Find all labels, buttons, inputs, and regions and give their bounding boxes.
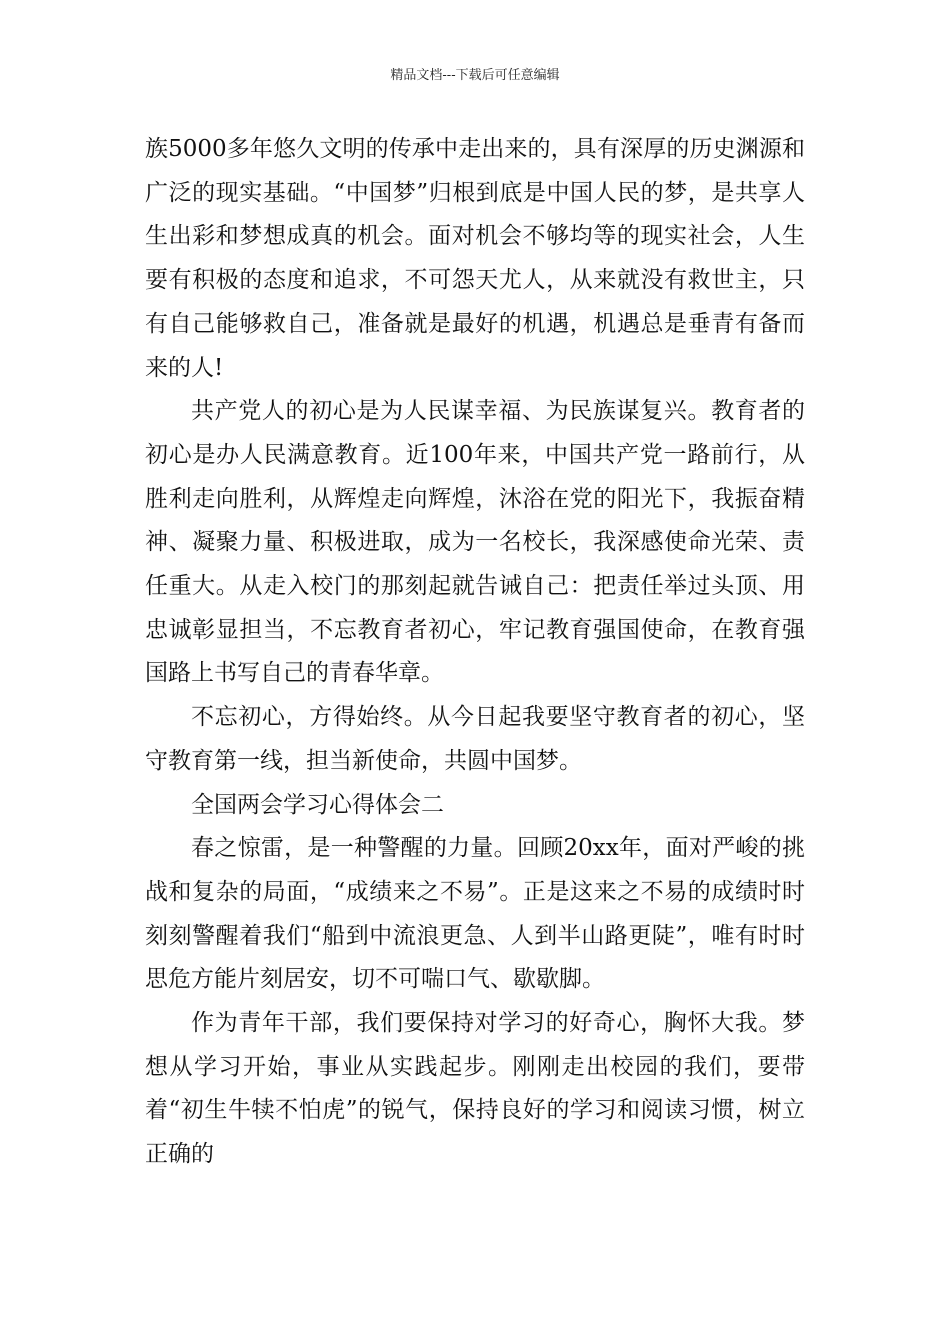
paragraph-5: 作为青年干部，我们要保持对学习的好奇心，胸怀大我。梦想从学习开始，事业从实践起步。刚刚走出校园的我们，要带着“初生牛犊不怕虎”的锐气，保持良好的学习和阅读习惯，树立正确的 xyxy=(145,1010,805,1168)
paragraph-2: 共产党人的初心是为人民谋幸福、为民族谋复兴。教育者的初心是办人民满意教育。近100年来，中国共产党一路前行，从胜利走向胜利，从辉煌走向辉煌，沐浴在党的阳光下，我振奋精神、凝聚力量、积极进取，成为一名校长，我深感使命光荣、责任重大。从走入校门的那刻起就告诫自己：把责任举过头顶、用忠诚彰显担当，不忘教育者初心，牢记教育强国使命，在教育强国路上书写自己的青春华章。 xyxy=(145,398,805,687)
paragraph-3: 不忘初心，方得始终。从今日起我要坚守教育者的初心，坚守教育第一线，担当新使命，共圆中国梦。 xyxy=(145,704,805,774)
section-heading: 全国两会学习心得体会二 xyxy=(191,791,444,818)
paragraph-4: 春之惊雷，是一种警醒的力量。回顾20xx年，面对严峻的挑战和复杂的局面，“成绩来之不易”。正是这来之不易的成绩时时刻刻警醒着我们“船到中流浪更急、人到半山路更陡”，唯有时时思危方能片刻居安，切不可喘口气、歇歇脚。 xyxy=(145,835,805,993)
paragraph-1: 族5000多年悠久文明的传承中走出来的，具有深厚的历史渊源和广泛的现实基础。“中国梦”归根到底是中国人民的梦，是共享人生出彩和梦想成真的机会。面对机会不够均等的现实社会，人生要有积极的态度和追求，不可怨天尤人，从来就没有救世主，只有自己能够救自己，准备就是最好的机遇，机遇总是垂青有备而来的人! xyxy=(145,136,805,381)
page-header: 精品文档---下载后可任意编辑 xyxy=(390,68,560,83)
document-body xyxy=(145,128,805,1177)
